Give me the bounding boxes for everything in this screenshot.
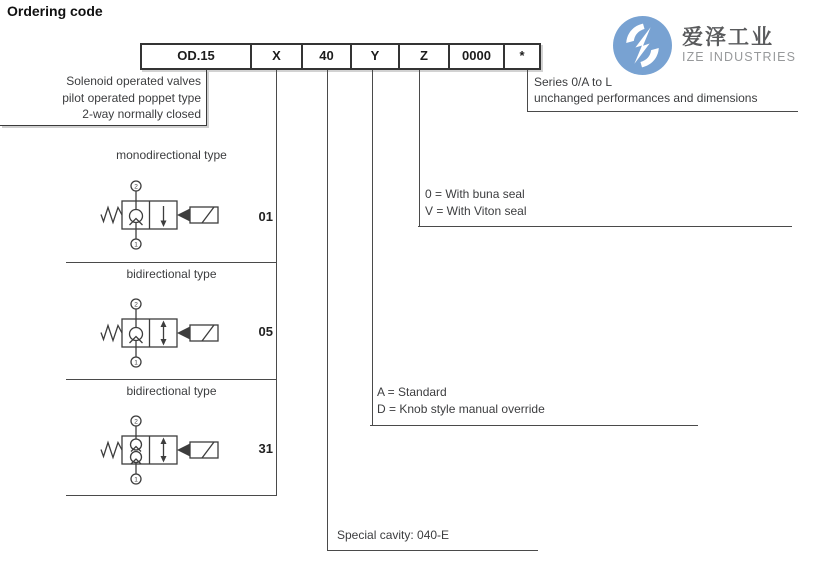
section-code-05: 05 xyxy=(258,324,273,339)
valve-description-line: pilot operated poppet type xyxy=(62,90,201,105)
series-note-line: unchanged performances and dimensions xyxy=(534,91,758,105)
section-code-31: 31 xyxy=(258,441,273,456)
logo-company-name-en: IZE INDUSTRIES xyxy=(682,50,797,64)
section-caption-01: monodirectional type xyxy=(116,148,227,162)
page-title: Ordering code xyxy=(7,3,103,19)
valve-symbol-monodirectional-icon xyxy=(95,176,225,252)
section-caption-31: bidirectional type xyxy=(126,384,217,398)
leader-line-40 xyxy=(327,70,328,551)
leader-line-x xyxy=(276,70,277,496)
port-label-top: 2 xyxy=(134,418,138,426)
section-divider-3 xyxy=(66,495,277,496)
code-cell-0000: 0000 xyxy=(448,45,503,68)
code-cell-type: X xyxy=(250,45,301,68)
valve-description-note xyxy=(0,70,207,126)
ize-logo xyxy=(612,15,796,76)
section-code-01: 01 xyxy=(258,209,273,224)
series-note xyxy=(527,70,798,112)
seal-option-line: 0 = With buna seal xyxy=(425,187,525,201)
override-option-line: A = Standard xyxy=(377,385,447,399)
section-divider-2 xyxy=(66,379,277,380)
logo-text xyxy=(682,26,796,65)
valve-description-line: Solenoid operated valves xyxy=(66,74,201,88)
port-label-bottom: 1 xyxy=(134,476,138,484)
override-options-note xyxy=(370,384,698,426)
section-caption-05: bidirectional type xyxy=(126,267,217,281)
code-cell-seal: Z xyxy=(398,45,448,68)
leader-line-y xyxy=(372,70,373,426)
seal-option-line: V = With Viton seal xyxy=(425,204,527,218)
valve-symbol-bidirectional-icon xyxy=(95,294,225,370)
ize-swirl-logo-icon xyxy=(612,15,673,76)
cavity-note-line: Special cavity: 040-E xyxy=(337,528,450,542)
section-divider-1 xyxy=(66,262,277,263)
port-label-top: 2 xyxy=(134,183,138,191)
valve-description-line: 2-way normally closed xyxy=(82,107,201,121)
override-option-line: D = Knob style manual override xyxy=(377,402,545,416)
code-cell-override: Y xyxy=(350,45,398,68)
logo-company-name-cn: 爱泽工业 xyxy=(682,26,774,49)
seal-options-note xyxy=(418,186,792,227)
port-label-bottom: 1 xyxy=(134,241,138,249)
code-cell-series: * xyxy=(503,45,539,68)
cavity-note xyxy=(327,527,538,551)
code-cell-cavity: 40 xyxy=(301,45,350,68)
port-label-bottom: 1 xyxy=(134,359,138,367)
series-note-line: Series 0/A to L xyxy=(534,75,613,89)
ordering-code-row xyxy=(140,43,541,70)
port-label-top: 2 xyxy=(134,301,138,309)
valve-symbol-double-check-icon xyxy=(95,411,225,487)
code-cell-model: OD.15 xyxy=(177,48,215,63)
